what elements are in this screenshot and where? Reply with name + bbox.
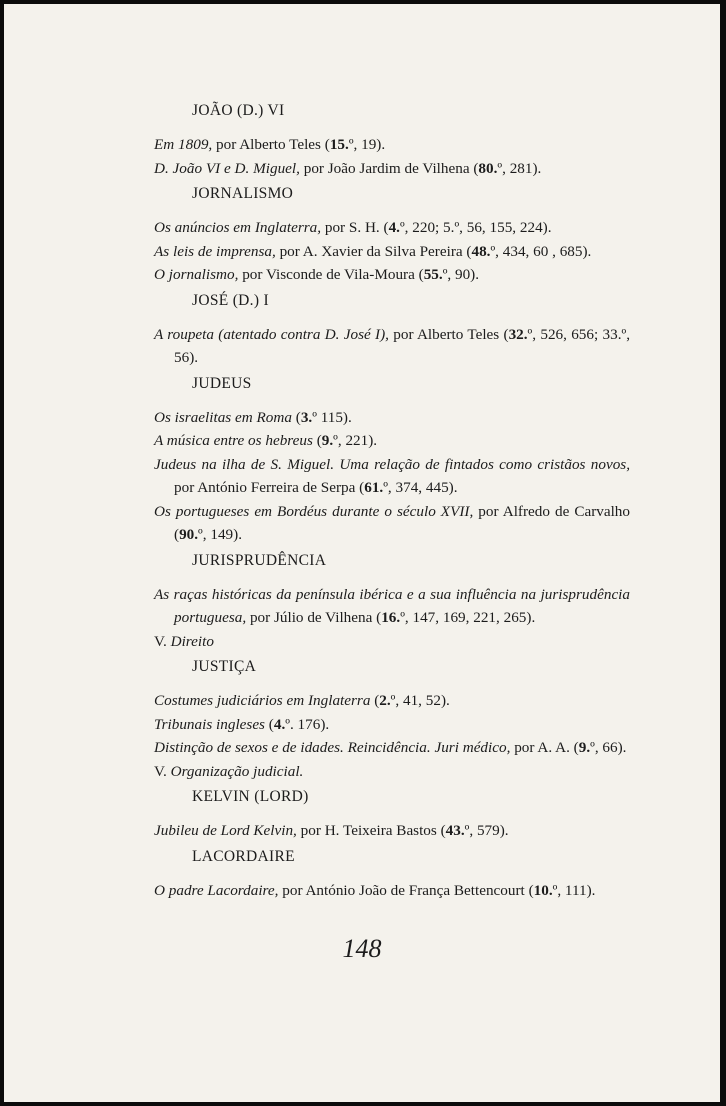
page-references: º, 147, 169, 221, 265). xyxy=(400,609,536,626)
volume-number: 2. xyxy=(379,692,391,709)
index-content xyxy=(154,102,630,907)
index-entry xyxy=(154,630,630,654)
entry-author: por Visconde de Vila-Moura ( xyxy=(238,266,424,283)
index-section xyxy=(154,552,630,654)
section-heading: JORNALISMO xyxy=(192,185,294,202)
entry-title: O jornalismo, xyxy=(154,266,239,283)
page-references: º, 149). xyxy=(198,526,242,543)
index-entry xyxy=(154,736,630,760)
section-heading: JUSTIÇA xyxy=(192,658,257,675)
entry-title: Judeus na ilha de S. Miguel. Uma relação de fintados como cristãos novos, xyxy=(154,455,630,473)
entry-author: por Alberto Teles ( xyxy=(388,325,509,343)
index-section xyxy=(154,185,630,287)
index-entry xyxy=(154,133,630,157)
index-section xyxy=(154,658,630,783)
entry-title: A roupeta (atentado contra D. José I), xyxy=(154,325,389,343)
entry-author: por António João de França Bettencourt ( xyxy=(278,881,534,899)
section-heading: LACORDAIRE xyxy=(192,847,295,865)
page-references: º 115). xyxy=(312,408,352,426)
volume-number: 10. xyxy=(533,881,553,899)
page-references: º, 374, 445). xyxy=(383,479,458,496)
see-reference: Organização judicial. xyxy=(170,762,304,780)
volume-number: 90. xyxy=(179,526,199,543)
entry-author: ( xyxy=(291,408,301,426)
page-references: º, 220; 5.º, 56, 155, 224). xyxy=(399,219,552,236)
index-entry xyxy=(154,819,630,843)
volume-number: 80. xyxy=(478,159,498,177)
entry-title: Os portugueses em Bordéus durante o século XVII, xyxy=(154,502,474,520)
index-entry xyxy=(154,713,630,737)
index-entry xyxy=(154,406,630,430)
entry-title: As leis de imprensa, xyxy=(154,242,276,260)
volume-number: 4. xyxy=(273,715,286,733)
page-references: º, 281). xyxy=(497,159,542,177)
page-references: º, 90). xyxy=(442,266,480,283)
index-section xyxy=(154,375,630,547)
volume-number: 48. xyxy=(471,242,491,260)
page-references: º, 41, 52). xyxy=(390,692,450,709)
index-section xyxy=(154,848,630,903)
section-heading: JURISPRUDÊNCIA xyxy=(192,551,327,569)
index-entry xyxy=(154,429,630,453)
volume-number: 55. xyxy=(423,266,443,283)
section-heading: JUDEUS xyxy=(192,374,252,392)
page-references: º. 176). xyxy=(285,715,330,733)
page-references: º, 66). xyxy=(590,739,627,756)
index-entry xyxy=(154,879,630,903)
page-references: º, 111). xyxy=(552,881,596,899)
entry-title: D. João VI e D. Miguel, xyxy=(154,159,300,177)
index-section xyxy=(154,102,630,180)
index-section xyxy=(154,292,630,370)
entry-author: por Júlio de Vilhena ( xyxy=(246,609,382,626)
entry-author: V. xyxy=(154,762,171,780)
volume-number: 43. xyxy=(445,822,465,839)
entry-author: ( xyxy=(264,715,274,733)
page-references: º, 526, 656; 33.º, 56). xyxy=(174,325,630,366)
page-references: º, 19). xyxy=(348,136,386,153)
entry-author: por Alfredo de Carvalho ( xyxy=(174,502,630,543)
entry-author: por A. Xavier da Silva Pereira ( xyxy=(275,242,472,260)
volume-number: 3. xyxy=(300,408,313,426)
section-heading: JOÃO (D.) VI xyxy=(192,102,285,119)
index-entry xyxy=(154,583,630,630)
page-number: 148 xyxy=(342,934,382,963)
entry-author: por S. H. ( xyxy=(321,219,389,236)
volume-number: 16. xyxy=(381,609,401,626)
index-entry xyxy=(154,216,630,240)
index-entry xyxy=(154,323,630,370)
entry-author: por A. A. ( xyxy=(510,739,579,756)
volume-number: 4. xyxy=(388,219,400,236)
entry-title: Costumes judiciários em Inglaterra xyxy=(154,692,371,709)
index-entry xyxy=(154,453,630,500)
entry-title: Jubileu de Lord Kelvin, xyxy=(154,822,297,839)
entry-title: Os anúncios em Inglaterra, xyxy=(154,219,322,236)
volume-number: 9. xyxy=(578,739,591,756)
book-page xyxy=(4,4,720,1102)
entry-author: V. xyxy=(154,632,171,650)
see-reference: Direito xyxy=(170,632,214,650)
entry-title: O padre Lacordaire, xyxy=(154,881,279,899)
index-entry xyxy=(154,689,630,713)
index-entry xyxy=(154,157,630,181)
section-heading: JOSÉ (D.) I xyxy=(192,291,269,309)
entry-author: por João Jardim de Vilhena ( xyxy=(299,159,479,177)
page-references: º, 221). xyxy=(333,432,378,449)
entry-author: por António Ferreira de Serpa ( xyxy=(174,479,365,496)
entry-title: As raças históricas da península ibérica e a sua influência na jurisprudência portuguesa, xyxy=(154,585,630,626)
entry-author: ( xyxy=(312,432,322,449)
entry-title: A música entre os hebreus xyxy=(154,432,313,449)
entry-author: por Alberto Teles ( xyxy=(212,136,330,153)
index-entry xyxy=(154,263,630,287)
section-heading: KELVIN (LORD) xyxy=(192,788,309,805)
page-references: º, 579). xyxy=(464,822,509,839)
index-section xyxy=(154,788,630,843)
entry-author: ( xyxy=(370,692,380,709)
entry-title: Os israelitas em Roma xyxy=(154,408,292,426)
index-entry xyxy=(154,240,630,264)
entry-title: Distinção de sexos e de idades. Reincidência. Juri médico, xyxy=(154,739,511,756)
volume-number: 61. xyxy=(364,479,384,496)
entry-title: Em 1809, xyxy=(154,136,213,153)
entry-author: por H. Teixeira Bastos ( xyxy=(296,822,446,839)
page-references: º, 434, 60 , 685). xyxy=(490,242,592,260)
volume-number: 32. xyxy=(508,325,528,343)
volume-number: 15. xyxy=(329,136,349,153)
index-entry xyxy=(154,760,630,784)
entry-title: Tribunais ingleses xyxy=(154,715,265,733)
volume-number: 9. xyxy=(321,432,334,449)
index-entry xyxy=(154,500,630,547)
